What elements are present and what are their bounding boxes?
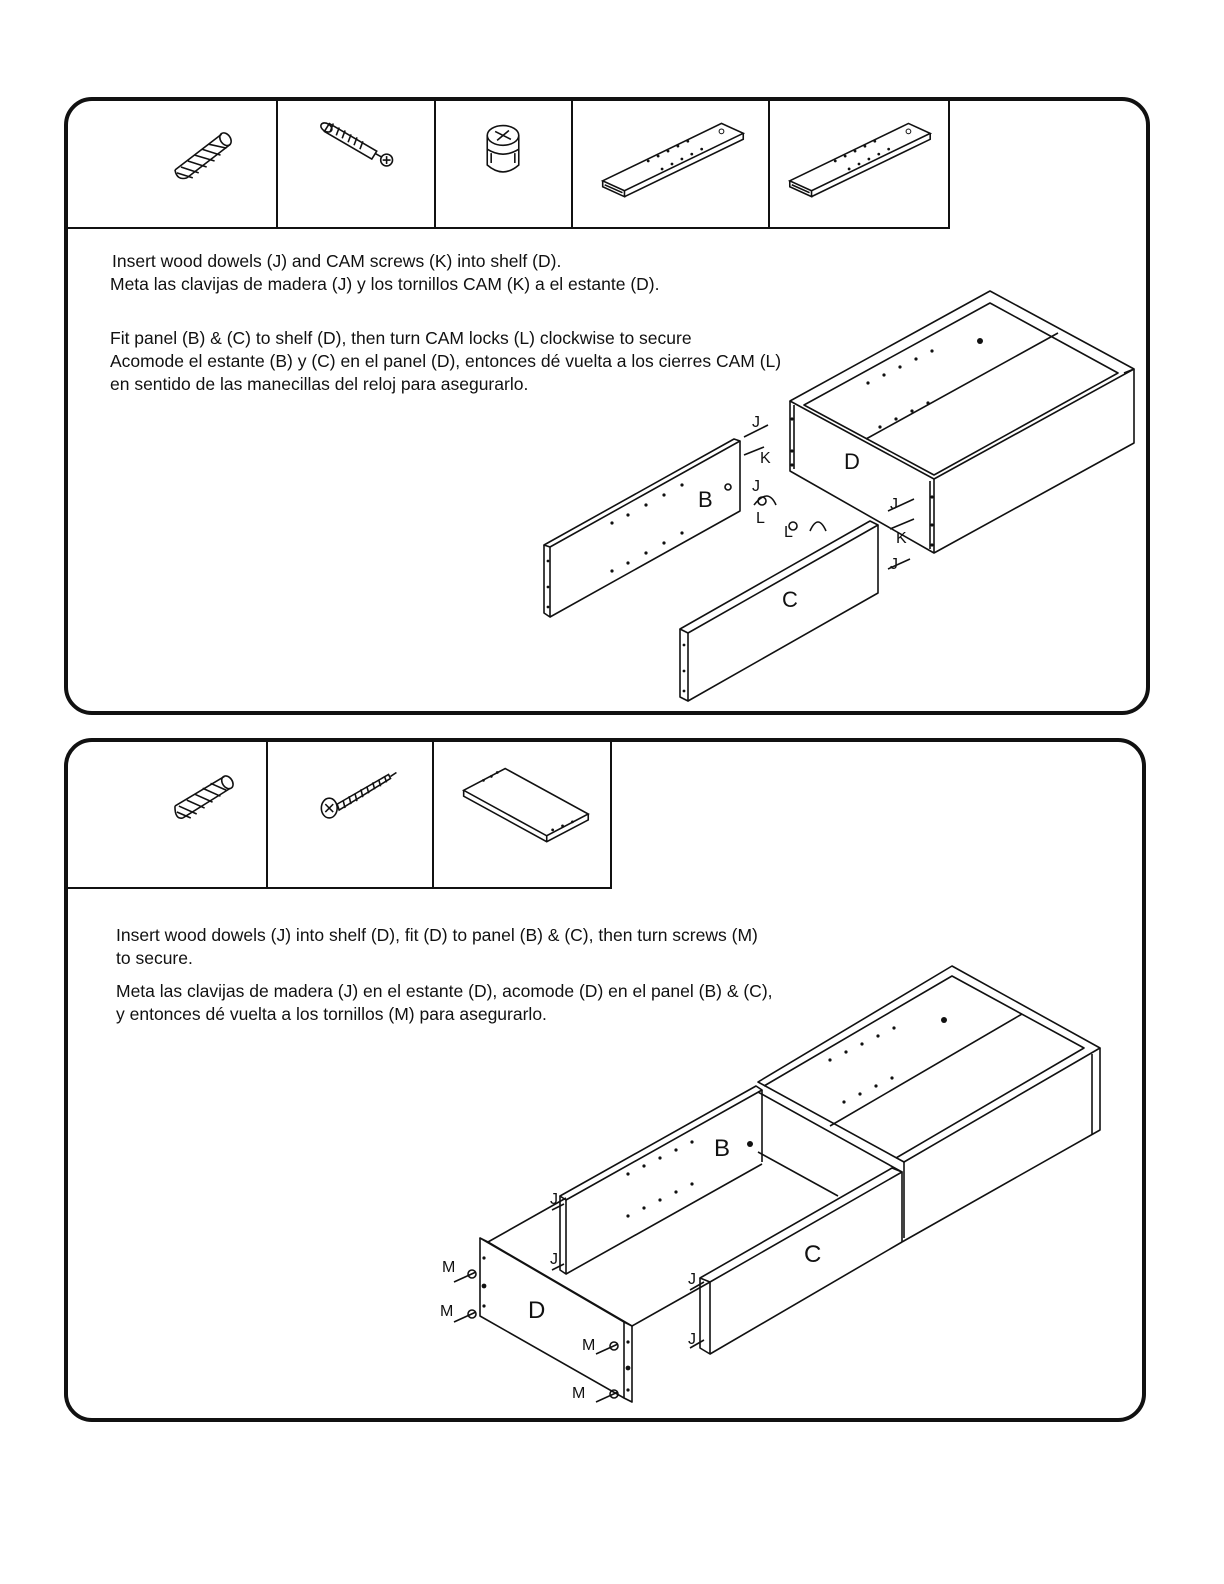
- label-d: D: [844, 449, 860, 474]
- panel-c: [680, 521, 878, 701]
- label-b: B: [698, 487, 713, 512]
- step-2-instruction-es-line-1: Meta las clavijas de madera (J) en el estante (D), acomode (D) en el panel (B) & (C),: [116, 981, 773, 1001]
- step-2-panel: [64, 738, 1146, 1422]
- label-l-1: L: [756, 510, 765, 527]
- label-l-2: L: [784, 524, 793, 541]
- step-1-instruction-2-line-1: Fit panel (B) & (C) to shelf (D), then turn CAM locks (L) clockwise to secure: [110, 328, 692, 348]
- step-2-instruction-en-line-2: to secure.: [116, 948, 193, 968]
- assembled-box: [758, 966, 1100, 1242]
- step-1-instruction-2-line-3: en sentido de las manecillas del reloj para asegurarlo.: [110, 374, 529, 394]
- label-b: B: [714, 1135, 731, 1162]
- shelf-d-box: [790, 291, 1134, 553]
- label-j-3: J: [890, 496, 898, 513]
- label-c: C: [782, 587, 798, 612]
- label-j-1: J: [550, 1191, 558, 1208]
- label-j-2: J: [752, 478, 760, 495]
- step-1-assembly-diagram: [68, 101, 1146, 711]
- panel-c: [700, 1168, 902, 1354]
- step-1-instruction-2-line-2: Acomode el estante (B) y (C) en el panel (D), entonces dé vuelta a los cierres CAM (L): [110, 351, 782, 371]
- step-2-assembly-diagram: [68, 742, 1142, 1418]
- label-m-2: M: [440, 1303, 454, 1320]
- label-m-4: M: [572, 1385, 586, 1402]
- step-1-instruction-en: Insert wood dowels (J) and CAM screws (K) into shelf (D).: [112, 251, 562, 271]
- label-k-1: K: [760, 450, 771, 467]
- label-d: D: [528, 1297, 546, 1324]
- label-j-4: J: [688, 1331, 696, 1348]
- label-m-1: M: [442, 1259, 456, 1276]
- label-j-4: J: [890, 556, 898, 573]
- shelf-d: [480, 1198, 710, 1402]
- step-1-instruction-es: Meta las clavijas de madera (J) y los tornillos CAM (K) a el estante (D).: [110, 274, 660, 294]
- label-c: C: [804, 1241, 822, 1268]
- label-k-2: K: [896, 530, 907, 547]
- panel-b: [544, 439, 740, 617]
- step-2-instruction-en-line-1: Insert wood dowels (J) into shelf (D), fit (D) to panel (B) & (C), then turn screws (M): [116, 925, 758, 945]
- step-2-instruction-es-line-2: y entonces dé vuelta a los tornillos (M) para asegurarlo.: [116, 1004, 547, 1024]
- label-j-1: J: [752, 414, 760, 431]
- label-m-3: M: [582, 1337, 596, 1354]
- step-1-panel: [64, 97, 1150, 715]
- label-j-3: J: [688, 1271, 696, 1288]
- label-j-2: J: [550, 1251, 558, 1268]
